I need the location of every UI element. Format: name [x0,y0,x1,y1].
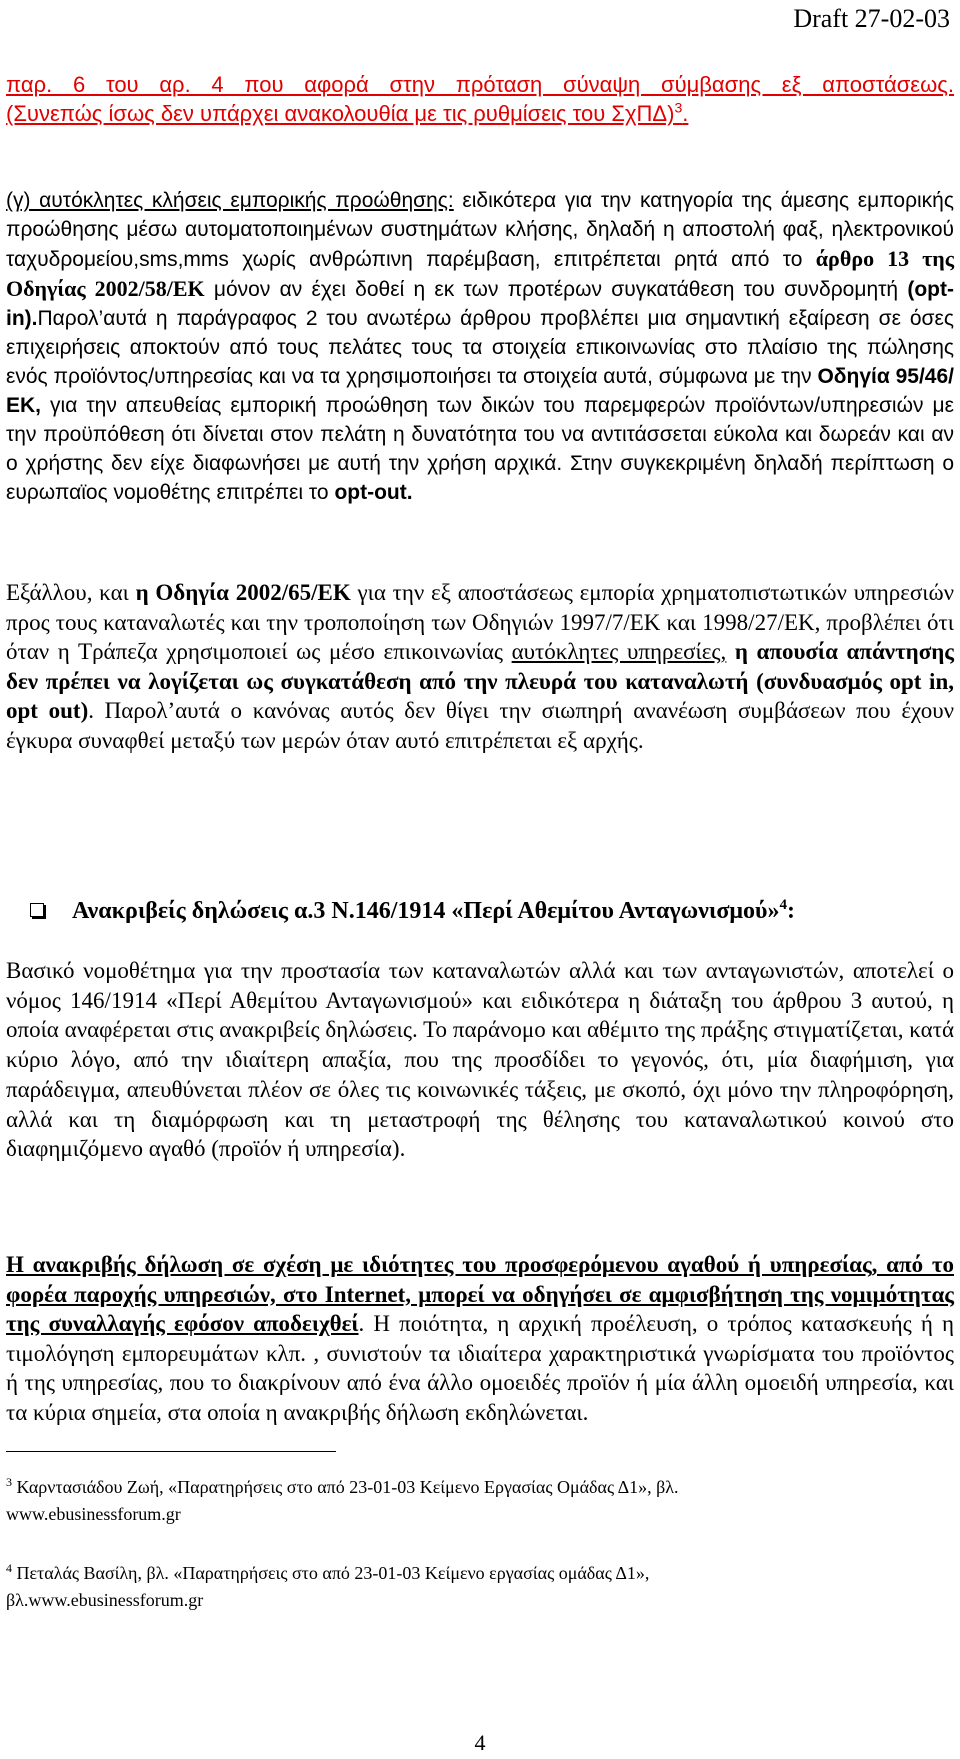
paragraph-automated-calls: (γ) αυτόκλητες κλήσεις εμπορικής προώθησης: ειδικότερα για την κατηγορία της άμεσης εμπορικής προώθησης μέσω αυτοματοποιημένων συστημάτων κλήσης, δηλαδή η αποστολή φαξ, ηλεκτρονικού ταχυδρομείου,sms,mms χωρίς ανθρώπινη παρέμβαση, επιτρέπεται ρητά από το άρθρο 13 της Οδηγίας 2002/58/ΕΚ μόνον αν έχει δοθεί η εκ των προτέρων συγκατάθεση του συνδρομητή (opt-in).Παρολ’αυτά η παράγραφος 2 του ανωτέρω άρθρου προβλέπει μια σημαντική εξαίρεση σε όσες επιχειρήσεις αποκτούν από τους πελάτες τους τα στοιχεία επικοινωνίας στο πλαίσιο της πώλησης ενός προϊόντος/υπηρεσίας και να τα χρησιμοποιήσει τα στοιχεία αυτά, σύμφωνα με την Οδηγία 95/46/ΕΚ, για την απευθείας εμπορική προώθηση των δικών του παρεμφερών προϊόντων/υπηρεσιών με την προϋπόθεση ότι δίνεται στον πελάτη η δυνατότητα του να αντιτάσσεται εύκολα και δωρεάν και αν ο χρήστης δεν είχε διαφωνήσει με αυτή την χρήση αρχικά. Στην συγκεκριμένη δηλαδή περίπτωση ο ευρωπαϊος νομοθέτης επιτρέπει το opt-out. [6,189,954,504]
footnote-3: $^3$ Καρντασιάδου Ζωή, «Παρατηρήσεις στο από 23-01-03 Κείμενο Εργασίας Ομάδας Δ1», βλ. www.ebusinessforum.gr [6,1474,946,1528]
footnote-4: $^4$ Πεταλάς Βασίλη, βλ. «Παρατηρήσεις στο από 23-01-03 Κείμενο εργασίας ομάδας Δ1», βλ.www.ebusinessforum.gr [6,1560,946,1614]
draft-header: Draft 27-02-03 [793,4,950,33]
no-response-consent-rule: η απουσία απάντησης δεν πρέπει να λογίζεται ως συγκατάθεση από την πλευρά του καταναλωτή (συνδυασμός opt in, opt out) [6,639,955,723]
article-13-reference: άρθρο 13 της Οδηγίας 2002/58/ΕΚ [6,246,954,301]
footnote-separator [6,1451,336,1452]
directive-95-46-reference: Οδηγία 95/46/ΕΚ, [6,365,954,417]
paragraph-label: (γ) αυτόκλητες κλήσεις εμπορικής προώθησης: [6,189,454,212]
unsolicited-services-term: αυτόκλητες υπηρεσίες, [511,639,727,664]
opt-in-term: (opt-in). [6,278,954,330]
intro-paragraph [6,70,954,128]
footnote-ref-4: 4 [779,897,787,913]
paragraph-inaccurate-statement: Η ανακριβής δήλωση σε σχέση με ιδιότητες του προσφερόμενου αγαθού ή υπηρεσίας, από το φορέα παροχής υπηρεσιών, στο Internet, μπορεί να οδηγήσει σε αμφισβήτηση της νομιμότητας της συναλλαγής εφόσον αποδειχθεί. Η ποιότητα, η αρχική προέλευση, ο τρόπος κατασκευής ή η τιμολόγηση εμπορευμάτων κλπ. , συνιστούν τα ιδιαίτερα χαρακτηριστικά γνωρίσματα του προϊόντος ή της υπηρεσίας, που το διακρίνουν από ένα άλλο ομοειδές προϊόν ή μία άλλη ομοειδή υπηρεσία, και τα κύρια σημεία, στα οποία η ανακριβής δήλωση εκδηλώνεται. [6,1252,954,1425]
inaccurate-statement-emphasis: Η ανακριβής δήλωση σε σχέση με ιδιότητες του προσφερόμενου αγαθού ή υπηρεσίας, από το φορέα παροχής υπηρεσιών, στο Internet, μπορεί να οδηγήσει σε αμφισβήτηση της νομιμότητας της συναλλαγής εφόσον αποδειχθεί [6,1252,954,1336]
checkbox-bullet-icon [30,903,44,917]
footnote-3-url: www.ebusinessforum.gr [6,1504,181,1524]
intro-end: . [682,101,689,126]
footnote-ref-3: 3 [674,99,683,116]
section-heading-text: Ανακριβείς δηλώσεις α.3 Ν.146/1914 «Περί Αθεμίτου Ανταγωνισμού» [72,898,780,924]
paragraph-unfair-competition-law: Βασικό νομοθέτημα για την προστασία των καταναλωτών αλλά και των ανταγωνιστών, αποτελεί ο νόμος 146/1914 «Περί Αθεμίτου Ανταγωνισμού» και ειδικότερα η διάταξη του άρθρου 3 αυτού, η οποία αναφέρεται στις ανακριβείς δηλώσεις. Το παράνομο και αθέμιτο της πράξης στιγματίζεται, κατά κύριο λόγο, από την ιδιαίτερη απαξία, που της προσδίδει το γεγονός, ότι, μία διαφήμιση, για παράδειγμα, απευθύνεται πλέον σε όλες τις κοινωνικές τάξεις, με σκοπό, όχι μόνο την πληροφόρηση, αλλά και τη διαμόρφωση και τη μεταστροφή της θέλησης του καταναλωτικού κοινού στο διαφημιζόμενο αγαθό (προϊόν ή υπηρεσία). [6,958,954,1162]
intro-line-2: (Συνεπώς ίσως δεν υπάρχει ανακολουθία με τις ρυθμίσεις του ΣχΠΔ) [6,101,675,126]
footnote-4-url: βλ.www.ebusinessforum.gr [6,1590,204,1610]
intro-line-1: παρ. 6 του αρ. 4 που αφορά στην πρόταση σύναψη σύμβασης εξ αποστάσεως. [6,72,954,97]
paragraph-directive-2002-65: Εξάλλου, και η Οδηγία 2002/65/ΕΚ για την εξ αποστάσεως εμπορία χρηματοπιστωτικών υπηρεσιών προς τους καταναλωτές και την τροποποίηση των Οδηγιών 1997/7/ΕΚ και 1998/27/ΕΚ, προβλέπει ότι όταν η Τράπεζα χρησιμοποιεί ως μέσο επικοινωνίας αυτόκλητες υπηρεσίες, η απουσία απάντησης δεν πρέπει να λογίζεται ως συγκατάθεση από την πλευρά του καταναλωτή (συνδυασμός opt in, opt out). Παρολ’αυτά ο κανόνας αυτός δεν θίγει την σιωπηρή ανανέωση συμβάσεων που έχουν έγκυρα συναφθεί μεταξύ των μερών όταν αυτό επιτρέπεται εξ αρχής. [6,580,955,753]
section-heading: Ανακριβείς δηλώσεις α.3 Ν.146/1914 «Περί Αθεμίτου Ανταγωνισμού»$^4$: [30,898,950,925]
directive-2002-65-reference: η Οδηγία 2002/65/ΕΚ [135,580,351,605]
page-number: 4 [474,1730,486,1755]
opt-out-term: opt-out. [334,481,413,504]
